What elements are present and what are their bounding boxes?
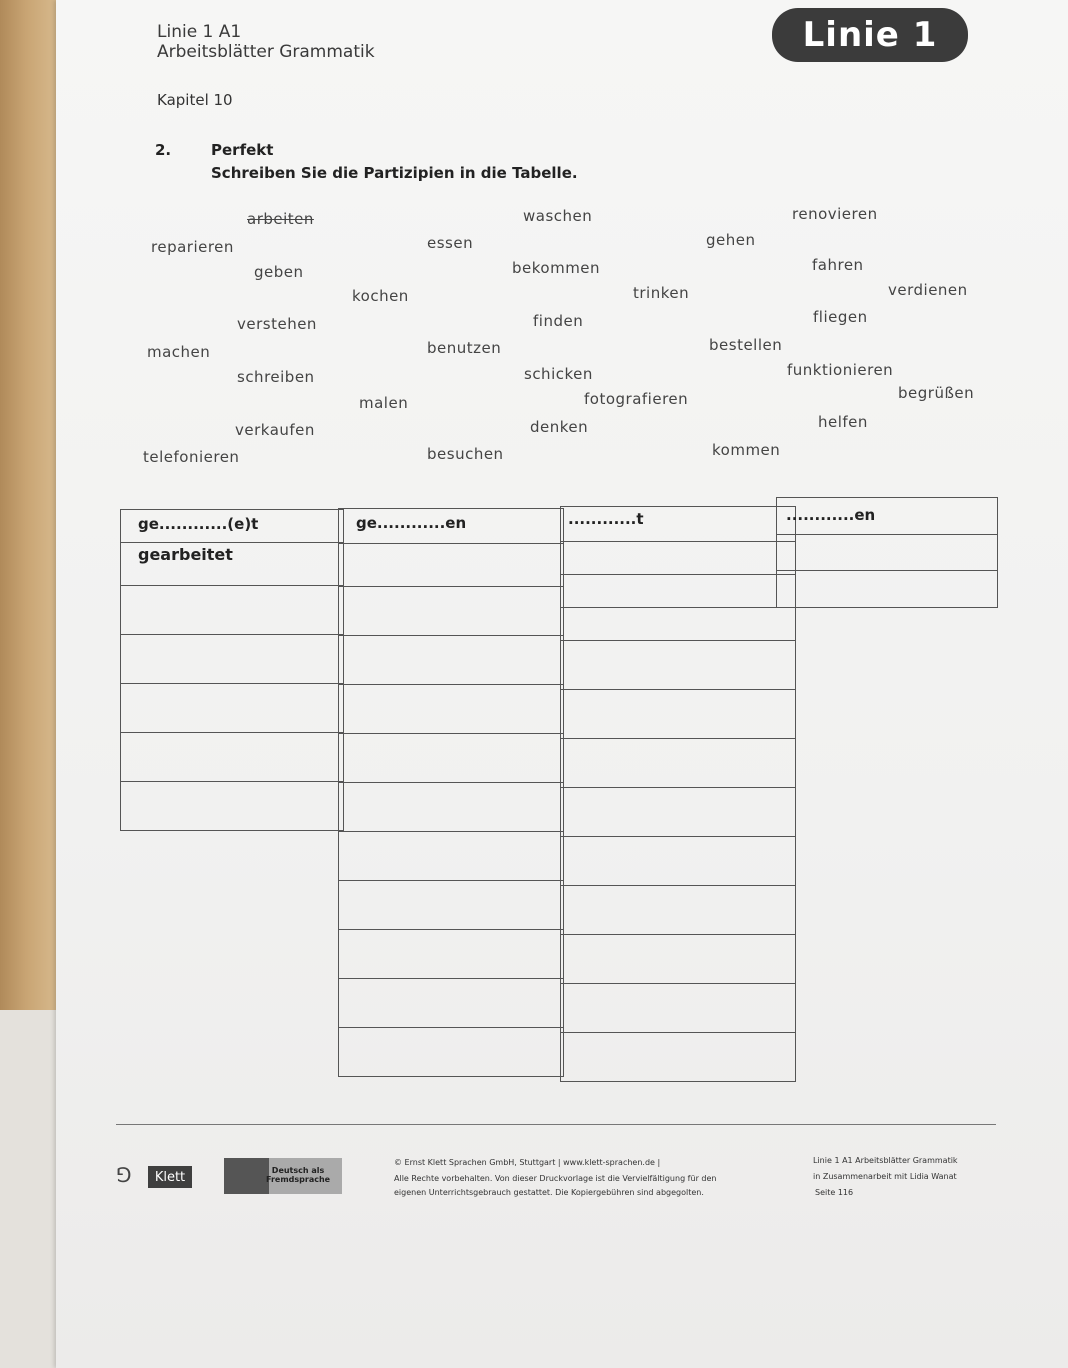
answer-cell[interactable] bbox=[561, 886, 796, 935]
word-denken: denken bbox=[530, 418, 589, 436]
exercise-number: 2. bbox=[155, 141, 172, 159]
word-waschen: waschen bbox=[523, 207, 593, 225]
word-schreiben: schreiben bbox=[237, 368, 315, 386]
answer-cell[interactable] bbox=[121, 782, 344, 831]
answer-cell[interactable] bbox=[561, 935, 796, 984]
answer-cell[interactable] bbox=[339, 734, 564, 783]
table-column-t bbox=[560, 506, 796, 1082]
linie1-logo: Linie 1 bbox=[772, 8, 968, 62]
column-header-t: ............t bbox=[568, 510, 644, 528]
word-benutzen: benutzen bbox=[427, 339, 502, 357]
answer-cell[interactable] bbox=[339, 685, 564, 734]
answer-cell[interactable] bbox=[339, 832, 564, 881]
daf-label bbox=[266, 1166, 330, 1184]
header-course: Linie 1 A1 bbox=[157, 22, 242, 42]
word-machen: machen bbox=[147, 343, 211, 361]
word-besuchen: besuchen bbox=[427, 445, 504, 463]
word-renovieren: renovieren bbox=[792, 205, 878, 223]
word-verkaufen: verkaufen bbox=[235, 421, 315, 439]
exercise-instruction: Schreiben Sie die Partizipien in die Tabelle. bbox=[211, 164, 578, 182]
footer-cooperation: in Zusammenarbeit mit Lidia Wanat bbox=[813, 1172, 957, 1181]
word-arbeiten: arbeiten bbox=[247, 210, 314, 228]
footer-rights-line2: eigenen Unterrichtsgebrauch gestattet. Die Kopiergebühren sind abgegolten. bbox=[394, 1188, 704, 1197]
word-bekommen: bekommen bbox=[512, 259, 601, 277]
word-reparieren: reparieren bbox=[151, 238, 234, 256]
word-fahren: fahren bbox=[812, 256, 864, 274]
answer-cell[interactable] bbox=[121, 684, 344, 733]
footer-book-title: Linie 1 A1 Arbeitsblätter Grammatik bbox=[813, 1156, 958, 1165]
answer-cell[interactable] bbox=[339, 930, 564, 979]
word-funktionieren: funktionieren bbox=[787, 361, 894, 379]
word-essen: essen bbox=[427, 234, 474, 252]
word-trinken: trinken bbox=[633, 284, 690, 302]
word-malen: malen bbox=[359, 394, 409, 412]
footer-rights-line1: Alle Rechte vorbehalten. Von dieser Druckvorlage ist die Vervielfältigung für den bbox=[394, 1174, 717, 1183]
answer-cell[interactable] bbox=[121, 635, 344, 684]
answer-cell[interactable] bbox=[339, 1028, 564, 1077]
answer-cell[interactable] bbox=[339, 979, 564, 1028]
footer-divider bbox=[116, 1124, 996, 1125]
answer-cell[interactable] bbox=[561, 690, 796, 739]
answer-cell[interactable] bbox=[561, 641, 796, 690]
word-kommen: kommen bbox=[712, 441, 781, 459]
answer-cell[interactable] bbox=[339, 544, 564, 587]
word-verdienen: verdienen bbox=[888, 281, 968, 299]
word-fliegen: fliegen bbox=[813, 308, 868, 326]
answer-cell[interactable] bbox=[339, 783, 564, 832]
column-header-ge-en: ge............en bbox=[356, 514, 467, 532]
word-finden: finden bbox=[533, 312, 584, 330]
svg-text:⅁: ⅁ bbox=[116, 1163, 132, 1187]
column-header-en: ............en bbox=[786, 506, 876, 524]
word-fotografieren: fotografieren bbox=[584, 390, 689, 408]
answer-cell[interactable] bbox=[561, 984, 796, 1033]
answer-cell[interactable] bbox=[339, 881, 564, 930]
word-schicken: schicken bbox=[524, 365, 593, 383]
answer-cell[interactable] bbox=[561, 837, 796, 886]
word-telefonieren: telefonieren bbox=[143, 448, 240, 466]
footer-page-number: Seite 116 bbox=[815, 1188, 854, 1197]
word-verstehen: verstehen bbox=[237, 315, 317, 333]
word-geben: geben bbox=[254, 263, 304, 281]
answer-cell[interactable] bbox=[561, 575, 796, 608]
word-helfen: helfen bbox=[818, 413, 868, 431]
table-column-ge-en bbox=[338, 508, 564, 1077]
word-bestellen: bestellen bbox=[709, 336, 783, 354]
answer-cell[interactable] bbox=[561, 542, 796, 575]
klett-logo: Klett bbox=[148, 1166, 192, 1188]
answer-cell[interactable] bbox=[339, 587, 564, 636]
example-answer: gearbeitet bbox=[138, 545, 233, 564]
word-gehen: gehen bbox=[706, 231, 756, 249]
word-kochen: kochen bbox=[352, 287, 409, 305]
daf-label-line1: Deutsch als bbox=[271, 1166, 325, 1175]
exercise-title: Perfekt bbox=[211, 141, 274, 159]
header-subtitle: Arbeitsblätter Grammatik bbox=[157, 42, 375, 62]
word-begruessen: begrüßen bbox=[898, 384, 975, 402]
answer-cell[interactable] bbox=[561, 739, 796, 788]
answer-cell[interactable] bbox=[121, 733, 344, 782]
chapter-label: Kapitel 10 bbox=[157, 91, 233, 109]
footer-copyright: © Ernst Klett Sprachen GmbH, Stuttgart | www.klett-sprachen.de | bbox=[394, 1158, 661, 1167]
answer-cell[interactable] bbox=[339, 636, 564, 685]
daf-label-line2: Fremdsprache bbox=[266, 1175, 331, 1184]
answer-cell[interactable] bbox=[121, 586, 344, 635]
answer-cell[interactable] bbox=[561, 608, 796, 641]
answer-cell[interactable] bbox=[561, 788, 796, 837]
answer-cell[interactable] bbox=[561, 1033, 796, 1082]
desk-surface-bottom bbox=[0, 1010, 60, 1368]
column-header-ge-et: ge............(e)t bbox=[138, 515, 259, 533]
